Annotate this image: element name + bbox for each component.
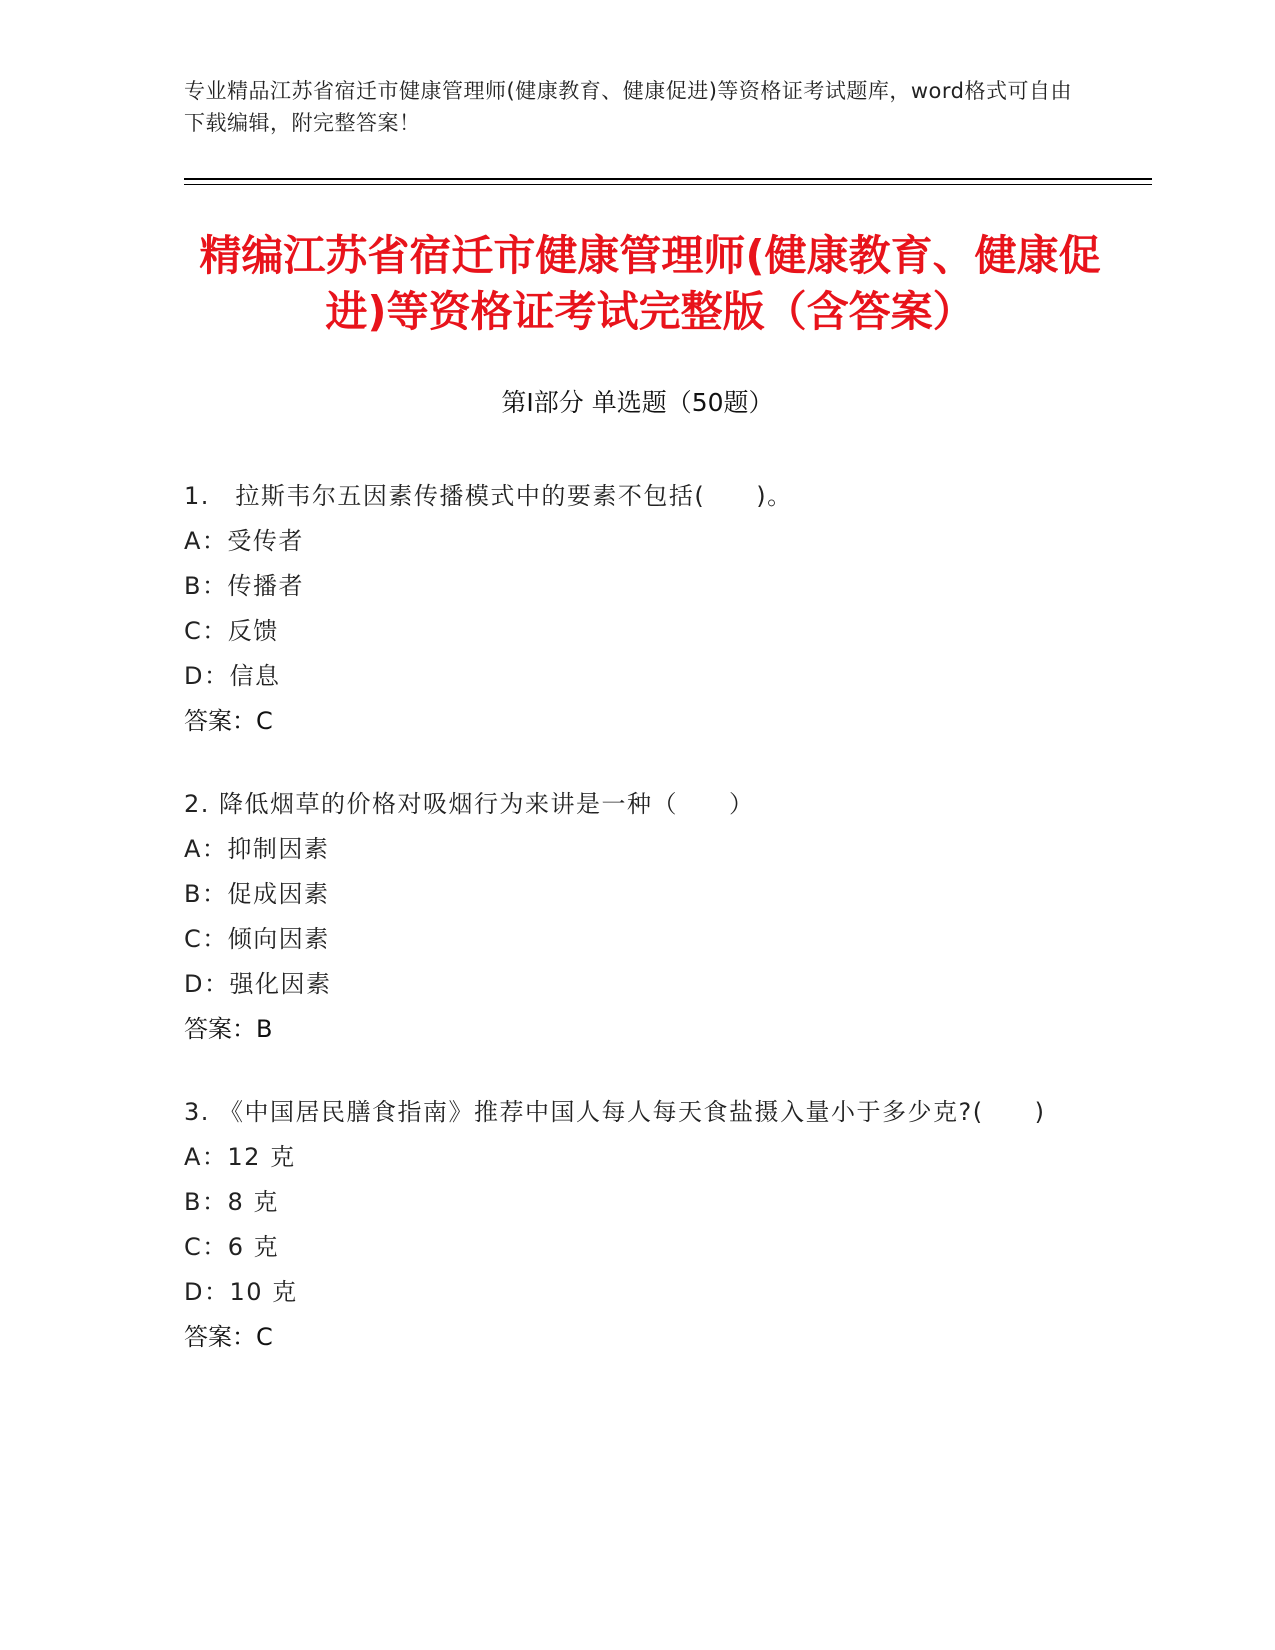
option-b: B：传播者 xyxy=(184,572,304,600)
header-note: 专业精品江苏省宿迁市健康管理师(健康教育、健康促进)等资格证考试题库，word格式可自由下载编辑，附完整答案！ xyxy=(184,79,1073,135)
option-a: A：受传者 xyxy=(184,527,304,555)
question-3 xyxy=(184,1090,1084,1360)
option-b: B：8 克 xyxy=(184,1188,279,1216)
option-c: C：倾向因素 xyxy=(184,925,330,953)
document-title: 精编江苏省宿迁市健康管理师(健康教育、健康促进)等资格证考试完整版（含答案） xyxy=(199,231,1101,336)
option-b: B：促成因素 xyxy=(184,880,330,908)
option-c: C：反馈 xyxy=(184,617,279,645)
header-rule-thick xyxy=(184,178,1152,180)
option-a: A：12 克 xyxy=(184,1143,296,1171)
header-rule-thin xyxy=(184,184,1152,185)
question-stem: 1. 拉斯韦尔五因素传播模式中的要素不包括( )。 xyxy=(184,482,793,510)
question-1 xyxy=(184,474,1084,744)
answer: 答案：C xyxy=(184,1323,273,1351)
section-title: 第Ⅰ部分 单选题（50题） xyxy=(501,388,774,417)
option-a: A：抑制因素 xyxy=(184,835,330,863)
option-d: D：强化因素 xyxy=(184,970,332,998)
question-stem: 3. 《中国居民膳食指南》推荐中国人每人每天食盐摄入量小于多少克?( ) xyxy=(184,1098,1046,1126)
answer: 答案：C xyxy=(184,707,273,735)
option-c: C：6 克 xyxy=(184,1233,280,1261)
answer: 答案：B xyxy=(184,1015,273,1043)
question-2 xyxy=(184,782,1084,1052)
question-list xyxy=(184,474,1084,1398)
option-d: D：10 克 xyxy=(184,1278,298,1306)
option-d: D：信息 xyxy=(184,662,281,690)
question-stem: 2. 降低烟草的价格对吸烟行为来讲是一种（ ） xyxy=(184,790,755,818)
